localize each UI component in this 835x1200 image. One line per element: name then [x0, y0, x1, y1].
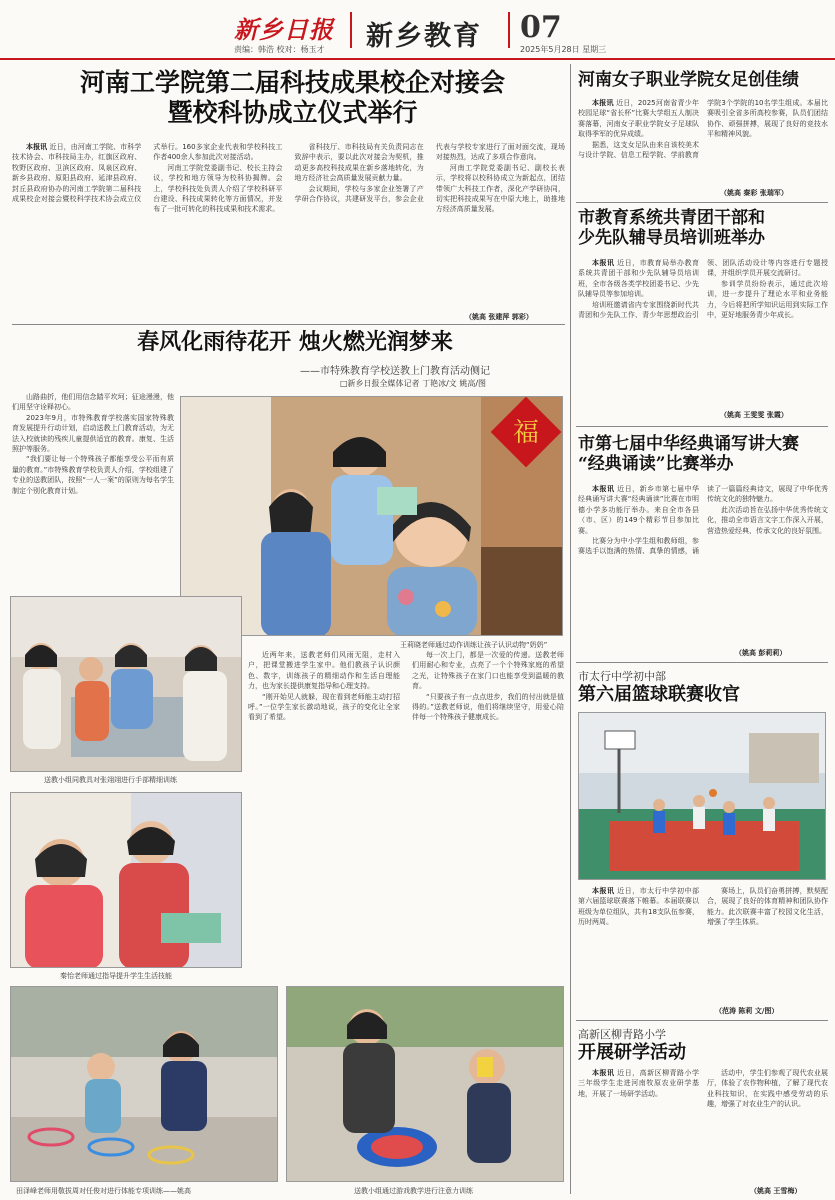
article7-body: 本报讯 近日，高新区柳青路小学三年级学生走进河南牧原农业研学基地，开展了一场研学活动。 活动中，学生们参观了现代农业展厅，体验了农作物种植，了解了现代农业科技知识，在实践中感受劳动的乐趣，增强了对农业生产的认识。	[578, 1069, 828, 1109]
basketball-game-image	[579, 713, 826, 880]
newspaper-logo: 新乡日报	[234, 15, 334, 44]
masthead-divider	[508, 12, 510, 48]
article1-signoff: （姚高 张建萍 郭彩）	[465, 313, 533, 321]
article5-signoff: （姚高 彭莉莉）	[735, 649, 787, 657]
section-title: 新乡教育	[366, 21, 482, 52]
left-photo-1	[10, 596, 242, 772]
masthead-divider	[350, 12, 352, 48]
article3-signoff: （姚高 秦彩 张瑞军）	[720, 189, 788, 197]
article2-body-col1: 山路曲折，他们用信念踏平坎坷；征途漫漫，他们用坚守诠释初心。 2023年9月，市特殊教育学校落实国家特殊教育发展提升行动计划，启动送教上门教育活动，为无法入校就读的残疾儿童提供适宜的教育。康复、生活照护等服务。 “我们要让每一个特殊孩子都能享受公平而有质量的教育。”市特殊教育学校负责人介绍，学校组建了专业的送教团队，按照“一人一案”的原则为每名学生制定个别化教育计划。	[12, 393, 174, 495]
basketball-photo	[578, 712, 826, 880]
article3-headline: 河南女子职业学院女足创佳绩	[578, 70, 799, 90]
article2-body-col2: 近两年来，送教老师们风雨无阻，走村入户，把课堂搬进学生家中。他们教孩子认识颜色、数字，训练孩子的精细动作和生活自理能力，也为家长提供康复指导和心理支持。 “刚开始见人就躲，现在看到老师能主动打招呼。”一位学生家长激动地说，孩子的变化让全家看到了希望。 每一次上门，都是一次爱的传递。送教老师们用耐心和专业，点亮了一个个特殊家庭的希望之光，让特殊孩子在家门口也能享受到温暖的教育。 “只要孩子有一点点进步，我们的付出就是值得的。”送教老师说，他们将继续坚守，用爱心陪伴每一个特殊孩子健康成长。	[248, 651, 564, 722]
article7-headline: 开展研学活动	[578, 1042, 686, 1063]
bottom-photo-2-caption: 送教小组通过游戏教学进行注意力训练	[354, 1187, 473, 1195]
article6-headline: 第六届篮球联赛收官	[578, 684, 740, 705]
divider	[576, 662, 828, 663]
article2-headline: 春风化雨待花开 烛火燃光润梦来	[137, 329, 453, 355]
issue-date: 2025年5月28日 星期三	[520, 45, 607, 54]
attention-game-image	[287, 987, 564, 1182]
divider	[12, 324, 565, 325]
article7-kicker: 高新区柳青路小学	[578, 1028, 666, 1041]
left-photo-2-caption: 秦怡老师通过指导提升学生生活技能	[60, 972, 172, 980]
svg-text:福: 福	[512, 418, 540, 448]
article4-signoff: （姚高 王雯雯 张霞）	[720, 411, 788, 419]
masthead-rule	[0, 58, 835, 60]
article4-body: 本报讯 近日，市教育局举办教育系统共青团干部和少先队辅导员培训班，全市各级各类学校团委书记、少先队辅导员等参加培训。 培训班邀请省内专家围绕新时代共青团和少先队工作、青少年思想政治引领、团队活动设计等内容进行专题授课，并组织学员开展交流研讨。 参训学员纷纷表示，通过此次培训，进一步提升了理论水平和业务能力，今后将把所学知识运用到实际工作中，更好地服务青少年成长。	[578, 259, 828, 320]
main-photo-caption: 王莉晓老师通过动作训练让孩子认识动物“奶奶”	[400, 641, 548, 649]
article5-headline: 市第七届中华经典诵写讲大赛 “经典诵读”比赛举办	[578, 434, 799, 475]
left-photo-2	[10, 792, 242, 968]
divider	[576, 426, 828, 427]
article6-body: 本报讯 近日，市太行中学初中部第六届篮球联赛落下帷幕。本届联赛以班级为单位组队，共有18支队伍参赛，历时两周。 赛场上，队员们奋勇拼搏，默契配合，展现了良好的体育精神和团队协作能力。此次联赛丰富了校园文化生活，增强了学生体质。	[578, 887, 828, 927]
article1-headline: 河南工学院第二届科技成果校企对接会 暨校科协成立仪式举行	[79, 68, 505, 127]
bottom-photo-1-caption: 田泽峰老师用敬拔周对任俊对进行体能专项训练——姚高	[16, 1187, 191, 1195]
page-number: 07	[520, 10, 562, 45]
article4-headline: 市教育系统共青团干部和 少先队辅导员培训班举办	[578, 208, 765, 249]
article5-body: 本报讯 近日，新乡市第七届中华经典诵写讲大赛“经典诵读”比赛在市明德小学多功能厅举办。来自全市各县（市、区）的149个精彩节目参加比赛。 比赛分为中小学生组和教师组，参赛选手以饱满的热情、真挚的情感，诵读了一篇篇经典诗文，展现了中华优秀传统文化的独特魅力。 此次活动旨在弘扬中华优秀传统文化，推动全市语言文字工作深入开展，营造热爱经典、传承文化的良好氛围。	[578, 485, 828, 556]
divider	[576, 202, 828, 203]
teacher-with-child-image	[11, 793, 242, 968]
article7-signoff: （姚高 王雪梅）	[750, 1187, 802, 1195]
editors-credit: 责编：韩浩 校对：杨玉才	[234, 45, 325, 54]
article6-kicker: 市太行中学初中部	[578, 670, 666, 683]
left-photo-1-caption: 送教小组同教具对张翊翊进行手部精细训练	[44, 776, 177, 784]
article2-subtitle: ——市特殊教育学校送教上门教育活动侧记	[300, 366, 490, 377]
physical-training-image	[11, 987, 278, 1182]
masthead	[0, 0, 835, 58]
column-divider	[570, 64, 571, 1194]
bottom-photo-1	[10, 986, 278, 1182]
divider	[576, 1020, 828, 1021]
article6-signoff: （范涛 陈莉 文/图）	[715, 1007, 779, 1015]
article2-byline: □新乡日报全媒体记者 丁艳冰/文 姚高/图	[340, 379, 487, 388]
article3-body: 本报讯 近日，2025河南省青少年校园足球“省长杯”比赛大学组五人制决赛落幕，河南女子职业学院女子足球队取得季军的优异成绩。 据悉，这支女足队由来自该校美术与设计学院、信息工程学院、学前教育学院3个学院的10名学生组成。本届比赛吸引全省多所高校参赛，队员们团结协作、顽强拼搏，展现了良好的竞技水平和精神风貌。	[578, 99, 828, 160]
bottom-photo-2	[286, 986, 564, 1182]
teachers-training-child-image	[11, 597, 242, 772]
article1-body: 本报讯 近日，由河南工学院、市科学技术协会、市科技局主办，红旗区政府、牧野区政府、卫滨区政府、凤泉区政府、新乡县政府、原阳县政府、延津县政府、封丘县政府协办的河南工学院第二届科技成果校企对接会暨校科学技术协会成立仪式举行。160多家企业代表和学校科技工作者400余人参加此次对接活动。 河南工学院党委副书记、校长主持会议，学校和地方领导为校科协揭牌。会上，学校科技处负责人介绍了学校科研平台建设、科技成果转化等方面情况，并发布了一批可转化的科技成果和技术需求。 省科技厅、市科技局有关负责同志在致辞中表示，要以此次对接会为契机，推动更多高校科技成果在新乡落地转化，为地方经济社会高质量发展贡献力量。 会议期间，学校与多家企业签署了产学研合作协议，共建研发平台，参会企业代表与学校专家进行了面对面交流，现场对接热烈，达成了多项合作意向。 河南工学院党委副书记、副校长表示，学校将以校科协成立为新起点，团结带领广大科技工作者，深化产学研协同，切实把科技成果写在中原大地上，助推地方经济高质量发展。	[12, 143, 565, 214]
